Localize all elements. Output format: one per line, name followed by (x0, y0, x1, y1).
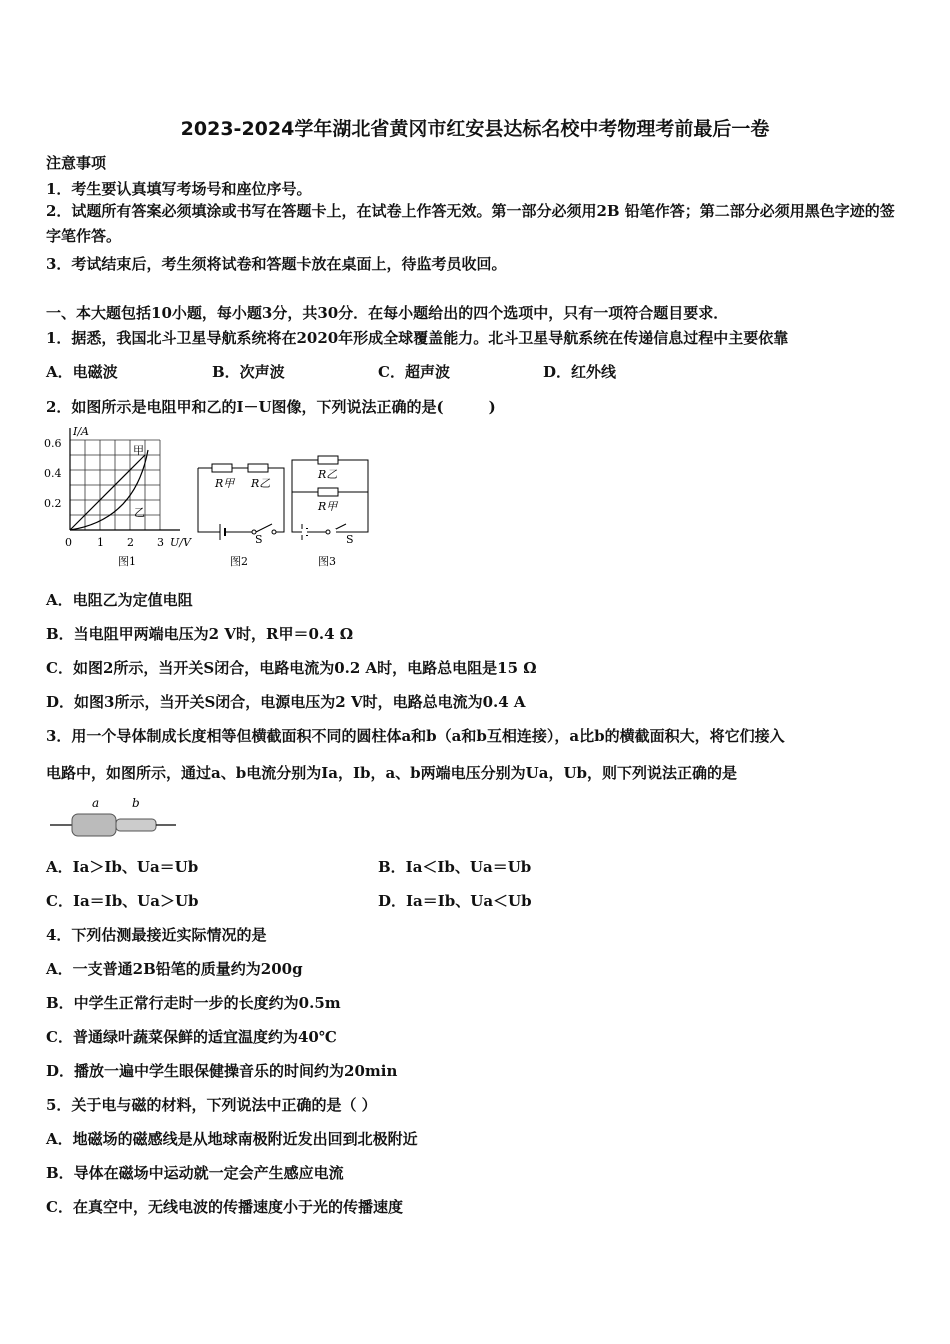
q1-option-b: B．次声波 (212, 363, 285, 381)
q4-option-a: A．一支普通2B铅笔的质量约为200g (46, 960, 303, 978)
q3-cylinder-a (72, 814, 116, 836)
section-heading: 一、本大题包括10小题，每小题3分，共30分．在每小题给出的四个选项中，只有一项符合题目要求． (46, 304, 729, 322)
fig2-caption: 图2 (230, 555, 248, 568)
q3-option-a: A．Ia＞Ib、Ua＝Ub (46, 858, 199, 876)
q3-option-d: D．Ia＝Ib、Ua＜Ub (378, 892, 532, 910)
q5-option-b: B．导体在磁场中运动就一定会产生感应电流 (46, 1164, 344, 1182)
q1-stem: 1．据悉，我国北斗卫星导航系统将在2020年形成全球覆盖能力。北斗卫星导航系统在传递信息过程中主要依靠 (46, 329, 789, 347)
fig1-xtick-3: 3 (157, 536, 164, 549)
notice-item-2: 2．试题所有答案必须填涂或书写在答题卡上，在试卷上作答无效。第一部分必须用2B 铅笔作答；第二部分必须用黑色字迹的签字笔作答。 (46, 202, 895, 245)
fig1-label-yi: 乙 (134, 506, 145, 519)
q2-option-a: A．电阻乙为定值电阻 (46, 591, 193, 609)
q3-stem-line1: 3．用一个导体制成长度相等但横截面积不同的圆柱体a和b（a和b互相连接），a比b的横截面积大，将它们接入 (46, 727, 785, 745)
fig2-r-yi: R乙 (251, 477, 271, 490)
q3-stem-line2: 电路中，如图所示，通过a、b电流分别为Ia，Ib，a、b两端电压分别为Ua，Ub，则下列说法正确的是 (46, 764, 738, 782)
q1-option-d: D．红外线 (543, 363, 617, 381)
fig2-r-jia: R甲 (215, 477, 235, 490)
q1-option-c: C．超声波 (378, 363, 450, 381)
q5-option-a: A．地磁场的磁感线是从地球南极附近发出回到北极附近 (46, 1130, 418, 1148)
fig3-switch: S (346, 533, 354, 546)
q4-option-b: B．中学生正常行走时一步的长度约为0.5m (46, 994, 341, 1012)
fig3-caption: 图3 (318, 555, 336, 568)
q3-cylinder-b (116, 819, 156, 831)
notice-item-3: 3．考试结束后，考生须将试卷和答题卡放在桌面上，待监考员收回。 (46, 255, 507, 273)
q2-option-c: C．如图2所示，当开关S闭合，电路电流为0.2 A时，电路总电阻是15 Ω (46, 659, 537, 677)
fig1-label-jia: 甲 (133, 444, 144, 457)
q1-option-a: A．电磁波 (46, 363, 118, 381)
notice-heading: 注意事项 (46, 154, 107, 172)
q5-stem: 5．关于电与磁的材料，下列说法中正确的是（ ） (46, 1096, 377, 1114)
fig1-ytick-04: 0.4 (44, 467, 62, 480)
q2-option-d: D．如图3所示，当开关S闭合，电源电压为2 V时，电路总电流为0.4 A (46, 693, 526, 711)
fig1-ylabel: I/A (73, 425, 89, 438)
notice-item-1: 1．考生要认真填写考场号和座位序号。 (46, 180, 312, 198)
q3-figure (46, 792, 186, 842)
fig1-ytick-02: 0.2 (44, 497, 62, 510)
fig2-switch: S (255, 533, 263, 546)
fig1-caption: 图1 (118, 555, 136, 568)
q2-stem: 2．如图所示是电阻甲和乙的I－U图像，下列说法正确的是( ) (46, 398, 496, 416)
q2-option-b: B．当电阻甲两端电压为2 V时，R甲＝0.4 Ω (46, 625, 354, 643)
fig1-xtick-0: 0 (65, 536, 72, 549)
q3-label-b: b (132, 796, 140, 810)
q4-option-c: C．普通绿叶蔬菜保鲜的适宜温度约为40℃ (46, 1028, 337, 1046)
q3-option-c: C．Ia＝Ib、Ua＞Ub (46, 892, 199, 910)
page-title: 2023-2024学年湖北省黄冈市红安县达标名校中考物理考前最后一卷 (180, 118, 770, 140)
fig1-xtick-2: 2 (127, 536, 134, 549)
fig1-ytick-06: 0.6 (44, 437, 62, 450)
fig3-r-yi: R乙 (318, 468, 338, 481)
fig3-r-jia: R甲 (318, 500, 338, 513)
q5-option-c: C．在真空中，无线电波的传播速度小于光的传播速度 (46, 1198, 403, 1216)
q4-stem: 4．下列估测最接近实际情况的是 (46, 926, 267, 944)
q4-option-d: D．播放一遍中学生眼保健操音乐的时间约为20min (46, 1062, 398, 1080)
fig1-xtick-1: 1 (97, 536, 104, 549)
q3-option-b: B．Ia＜Ib、Ua＝Ub (378, 858, 532, 876)
fig1-xlabel: U/V (170, 536, 191, 549)
q3-label-a: a (92, 796, 100, 810)
q2-figures (40, 420, 380, 570)
fig2-circuit (198, 464, 284, 540)
